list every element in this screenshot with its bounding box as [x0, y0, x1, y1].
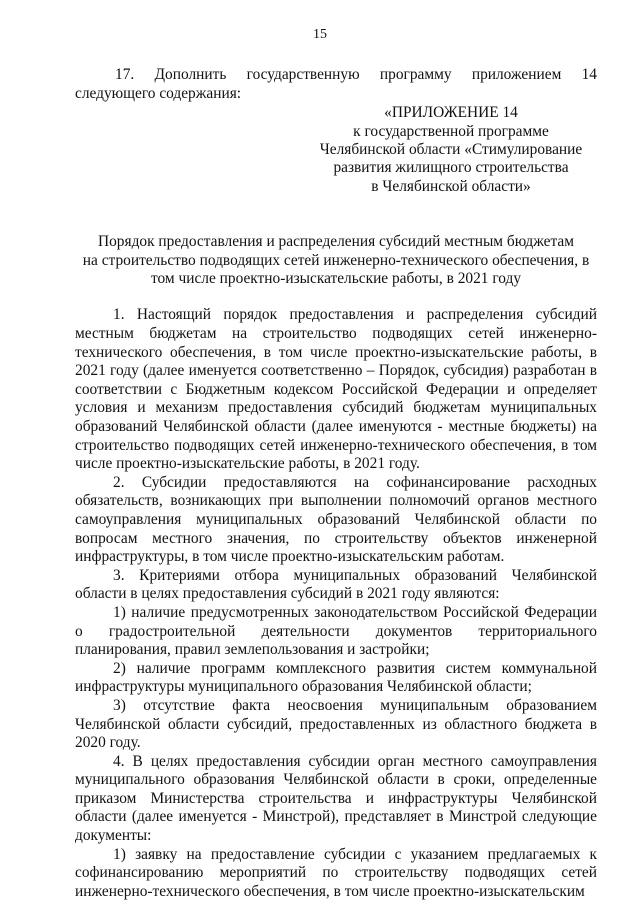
annex-line: в Челябинской области» [371, 177, 531, 195]
title-line: на строительство подводящих сетей инженерно-технического обеспечения, в [82, 251, 590, 269]
document-body [75, 66, 597, 901]
paragraph-item-4: 4. В целях предоставления субсидии орган местного самоуправления муниципального образования Челябинской области в сроки, определенные приказом Министерства строительства и инфраструктуры Челябинской области (далее именуется - Минстрой), представляет в Минстрой следующие документы: [75, 752, 597, 845]
criterion-2: 2) наличие программ комплексного развития систем коммунальной инфраструктуры муниципального образования Челябинской области; [75, 659, 597, 696]
title-line: Порядок предоставления и распределения субсидий местным бюджетам [98, 233, 574, 251]
paragraph-item-2: 2. Субсидии предоставляются на софинансирование расходных обязательств, возникающих при выполнении полномочий органов местного самоуправления муниципальных образований Челябинской области по вопросам местного значения, по строительству объектов инженерной инфраструктуры, в том числе проектно-изыскательским работам. [75, 473, 597, 566]
annex-title: «ПРИЛОЖЕНИЕ 14 [384, 104, 518, 122]
procedure-title [75, 233, 597, 288]
annex-line: Челябинской области «Стимулирование [319, 141, 583, 158]
document-item-1: 1) заявку на предоставление субсидии с указанием предлагаемых к софинансированию мероприятий по строительству подводящих сетей инженерно-технического обеспечения, в том числе проектно-изыскательским [75, 845, 597, 900]
annex-line: развития жилищного строительства [333, 159, 569, 177]
annex-line: к государственной программе [353, 122, 549, 140]
criterion-1: 1) наличие предусмотренных законодательством Российской Федерации о градостроительной деятельности документов территориального планирования, правил землепользования и застройки; [75, 603, 597, 659]
page-number: 15 [313, 27, 327, 42]
title-line: том числе проектно-изыскательские работы, в 2021 году [150, 270, 522, 288]
amendment-intro: 17. Дополнить государственную программу приложением 14 следующего содержания: [75, 66, 597, 102]
paragraph-item-3: 3. Критериями отбора муниципальных образований Челябинской области в целях предоставления субсидий в 2021 году являются: [75, 566, 597, 603]
annex-header [305, 104, 597, 196]
paragraph-item-1: 1. Настоящий порядок предоставления и распределения субсидий местным бюджетам на строительство подводящих сетей инженерно-технического обеспечения, в том числе проектно-изыскательские работы, в 2021 году (далее именуется соответственно – Порядок, субсидия) разработан в соответствии с Бюджетным кодексом Российской Федерации и определяет условия и механизм предоставления субсидий бюджетам муниципальных образований Челябинской области (далее именуются - местные бюджеты) на строительство подводящих сетей инженерно-технического обеспечения, в том числе проектно-изыскательские работы, в 2021 году. [75, 306, 597, 473]
criterion-3: 3) отсутствие факта неосвоения муниципальным образованием Челябинской области субсидий, предоставленных из областного бюджета в 2020 году. [75, 696, 597, 752]
